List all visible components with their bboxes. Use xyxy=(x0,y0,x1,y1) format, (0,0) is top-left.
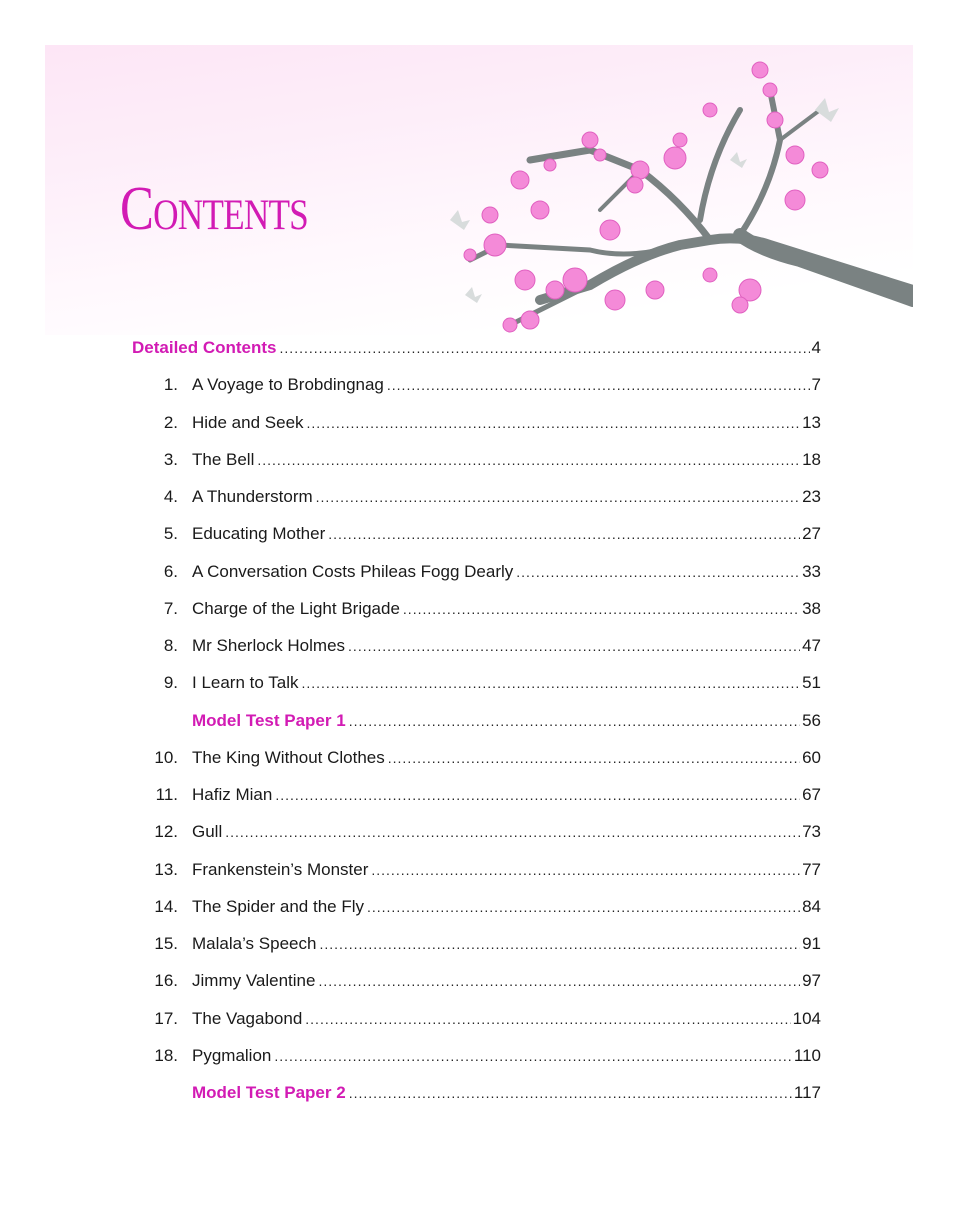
entry-line xyxy=(192,860,821,880)
entry-title[interactable]: Pygmalion xyxy=(192,1045,272,1065)
entry-title[interactable]: A Conversation Costs Phileas Fogg Dearly xyxy=(192,561,514,581)
entry-number: 9. xyxy=(163,673,178,693)
toc-entry[interactable] xyxy=(0,450,958,474)
entry-line xyxy=(192,562,821,582)
entry-line xyxy=(192,413,821,433)
dot-leader xyxy=(274,1048,792,1064)
entry-number: 5. xyxy=(163,524,178,544)
toc-entry[interactable] xyxy=(0,375,958,399)
entry-line xyxy=(192,524,821,544)
entry-title[interactable]: The Vagabond xyxy=(192,1008,303,1028)
dot-leader xyxy=(318,973,800,989)
entry-line xyxy=(192,1046,821,1066)
dot-leader xyxy=(387,377,810,393)
entry-line xyxy=(192,487,821,507)
entry-page-number: 27 xyxy=(802,524,821,544)
entry-line xyxy=(192,1009,821,1029)
entry-page-number: 91 xyxy=(802,934,821,953)
toc-entry[interactable] xyxy=(0,562,958,586)
toc-entry[interactable] xyxy=(0,897,958,921)
toc-entry[interactable] xyxy=(0,711,958,735)
entry-number: 8. xyxy=(163,636,178,655)
toc-entry[interactable] xyxy=(0,822,958,846)
entry-title[interactable]: Model Test Paper 2 xyxy=(192,1083,346,1102)
dot-leader xyxy=(316,489,800,505)
entry-line xyxy=(132,338,821,358)
entry-title[interactable]: Model Test Paper 1 xyxy=(192,710,346,730)
dot-leader xyxy=(349,1085,792,1101)
entry-page-number: 47 xyxy=(802,636,821,655)
entry-number: 13. xyxy=(154,859,178,879)
entry-line xyxy=(192,934,821,954)
entry-title[interactable]: A Thunderstorm xyxy=(192,487,313,506)
entry-page-number: 67 xyxy=(802,785,821,804)
page-title: Contents xyxy=(120,175,308,243)
dot-leader xyxy=(388,750,800,766)
entry-line xyxy=(192,822,821,842)
dot-leader xyxy=(225,824,800,840)
entry-number: 3. xyxy=(163,449,178,469)
entry-title[interactable]: Detailed Contents xyxy=(132,338,277,357)
entry-page-number: 18 xyxy=(802,449,821,469)
toc-entry[interactable] xyxy=(0,1083,958,1107)
dot-leader xyxy=(305,1011,790,1027)
toc-entry[interactable] xyxy=(0,487,958,511)
entry-line xyxy=(192,599,821,619)
dot-leader xyxy=(403,601,800,617)
entry-page-number: 56 xyxy=(802,710,821,730)
toc-entry[interactable] xyxy=(0,860,958,884)
dot-leader xyxy=(349,713,800,729)
entry-title[interactable]: Malala’s Speech xyxy=(192,934,317,953)
entry-number: 11. xyxy=(155,785,178,804)
dot-leader xyxy=(328,526,800,542)
entry-line xyxy=(192,1083,821,1103)
toc-entry[interactable] xyxy=(0,1046,958,1070)
dot-leader xyxy=(275,787,800,803)
entry-number: 6. xyxy=(163,561,178,581)
entry-title[interactable]: The Spider and the Fly xyxy=(192,896,364,916)
entry-page-number: 104 xyxy=(792,1008,821,1028)
toc-entry[interactable] xyxy=(0,338,958,362)
entry-number: 7. xyxy=(163,598,178,618)
entry-page-number: 77 xyxy=(802,859,821,879)
toc-entry[interactable] xyxy=(0,636,958,660)
toc-entry[interactable] xyxy=(0,1009,958,1033)
entry-page-number: 13 xyxy=(802,412,821,432)
entry-title[interactable]: Frankenstein’s Monster xyxy=(192,859,369,879)
entry-title[interactable]: Mr Sherlock Holmes xyxy=(192,636,346,655)
entry-title[interactable]: A Voyage to Brobdingnag xyxy=(192,375,384,395)
dot-leader xyxy=(257,452,800,468)
entry-title[interactable]: I Learn to Talk xyxy=(192,673,299,693)
cherry-blossom-branch-illustration xyxy=(440,50,913,340)
entry-page-number: 84 xyxy=(802,896,821,916)
toc-entry[interactable] xyxy=(0,748,958,772)
dot-leader xyxy=(307,415,801,431)
toc-entry[interactable] xyxy=(0,413,958,437)
entry-title[interactable]: Gull xyxy=(192,822,223,842)
entry-line xyxy=(192,450,821,470)
entry-line xyxy=(192,971,821,991)
toc-entry[interactable] xyxy=(0,524,958,548)
dot-leader xyxy=(319,936,800,952)
entry-page-number: 23 xyxy=(802,487,821,506)
entry-line xyxy=(192,636,821,656)
entry-page-number: 38 xyxy=(802,598,821,618)
entry-line xyxy=(192,897,821,917)
entry-number: 17. xyxy=(154,1008,178,1028)
entry-number: 14. xyxy=(154,896,178,916)
entry-title[interactable]: Hide and Seek xyxy=(192,412,304,432)
entry-title[interactable]: Charge of the Light Brigade xyxy=(192,598,400,618)
entry-page-number: 33 xyxy=(802,561,821,581)
entry-title[interactable]: The King Without Clothes xyxy=(192,747,385,767)
entry-number: 18. xyxy=(154,1045,178,1065)
entry-title[interactable]: Hafiz Mian xyxy=(192,785,273,804)
entry-number: 2. xyxy=(163,412,178,432)
entry-page-number: 7 xyxy=(811,375,821,395)
entry-number: 1. xyxy=(163,375,178,395)
entry-title[interactable]: Educating Mother xyxy=(192,524,326,544)
entry-page-number: 4 xyxy=(811,338,821,357)
entry-number: 16. xyxy=(154,971,178,991)
entry-line xyxy=(192,375,821,395)
dot-leader xyxy=(280,340,810,356)
dot-leader xyxy=(348,638,800,654)
entry-number: 12. xyxy=(154,822,178,842)
entry-page-number: 117 xyxy=(793,1083,821,1102)
toc-entry[interactable] xyxy=(0,934,958,958)
toc-entry[interactable] xyxy=(0,971,958,995)
entry-line xyxy=(192,748,821,768)
entry-title[interactable]: Jimmy Valentine xyxy=(192,971,316,991)
entry-line xyxy=(192,785,821,805)
dot-leader xyxy=(516,564,800,580)
entry-number: 15. xyxy=(154,934,178,953)
entry-page-number: 60 xyxy=(802,747,821,767)
entry-number: 4. xyxy=(163,487,178,506)
dot-leader xyxy=(367,899,800,915)
dot-leader xyxy=(301,675,800,691)
toc-entry[interactable] xyxy=(0,673,958,697)
entry-page-number: 110 xyxy=(793,1045,821,1065)
toc-entry[interactable] xyxy=(0,785,958,809)
entry-page-number: 97 xyxy=(802,971,821,991)
entry-number: 10. xyxy=(154,747,178,767)
dot-leader xyxy=(371,862,800,878)
entry-page-number: 73 xyxy=(802,822,821,842)
entry-title[interactable]: The Bell xyxy=(192,449,255,469)
entry-line xyxy=(192,711,821,731)
toc-entry[interactable] xyxy=(0,599,958,623)
entry-page-number: 51 xyxy=(802,673,821,693)
entry-line xyxy=(192,673,821,693)
